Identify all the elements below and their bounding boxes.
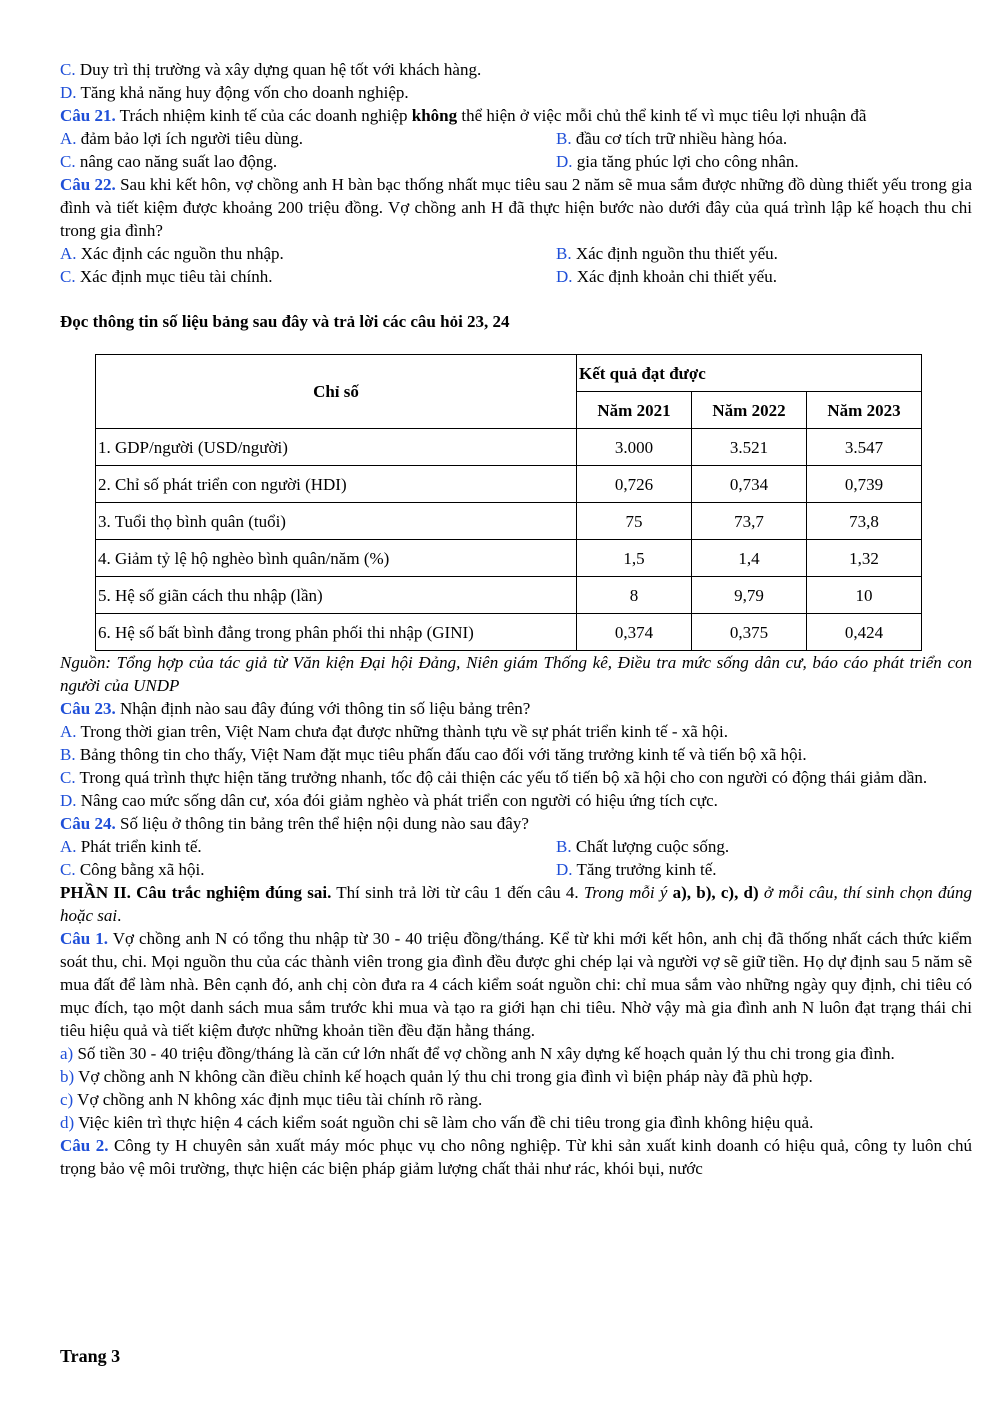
- table-intro: Đọc thông tin số liệu bảng sau đây và trả lời các câu hỏi 23, 24: [60, 312, 510, 331]
- header-year: Năm 2023: [807, 392, 922, 429]
- q23-option-a: A. Trong thời gian trên, Việt Nam chưa đạt được những thành tựu về sự phát triển kinh tế - xã hội.: [60, 722, 729, 741]
- p2q1-statement-a: a) Số tiền 30 - 40 triệu đồng/tháng là căn cứ lớn nhất để vợ chồng anh N xây dựng kế hoạch quản lý thu chi trong gia đình.: [60, 1044, 895, 1063]
- option-d: D. Tăng khả năng huy động vốn cho doanh nghiệp.: [60, 83, 409, 102]
- data-table: [95, 354, 922, 651]
- page-content: [60, 58, 972, 1180]
- question-21: Câu 21. Trách nhiệm kinh tế của các doanh nghiệp không thể hiện ở việc mỗi chủ thể kinh tế vì mục tiêu lợi nhuận đã: [60, 106, 867, 125]
- q22-options-row1: A. Xác định các nguồn thu nhập. B. Xác định nguồn thu thiết yếu.: [60, 244, 778, 263]
- table-row: 3. Tuổi thọ bình quân (tuổi) 75 73,7 73,8: [96, 503, 922, 540]
- header-result: Kết quả đạt được: [577, 355, 922, 392]
- table-row: 1. GDP/người (USD/người) 3.000 3.521 3.547: [96, 429, 922, 466]
- table-row: 2. Chỉ số phát triển con người (HDI) 0,726 0,734 0,739: [96, 466, 922, 503]
- q21-options-row1: A. đảm bảo lợi ích người tiêu dùng. B. đầu cơ tích trữ nhiều hàng hóa.: [60, 129, 788, 148]
- header-index: Chỉ số: [96, 355, 577, 429]
- table-row: 5. Hệ số giãn cách thu nhập (lần) 8 9,79 10: [96, 577, 922, 614]
- p2q1-statement-c: c) Vợ chồng anh N không xác định mục tiêu tài chính rõ ràng.: [60, 1090, 483, 1109]
- part-2-heading: PHẦN II. Câu trắc nghiệm đúng sai. Thí sinh trả lời từ câu 1 đến câu 4. Trong mỗi ý a), b), c), d) ở mỗi câu, thí sinh chọn đúng hoặc sai.: [60, 883, 973, 925]
- table-source: Nguồn: Tổng hợp của tác giả từ Văn kiện Đại hội Đảng, Niên giám Thống kê, Điều tra mức sống dân cư, báo cáo phát triển con người của UNDP: [60, 653, 972, 695]
- p2q1-statement-b: b) Vợ chồng anh N không cần điều chỉnh kế hoạch quản lý thu chi trong gia đình vì biện pháp này đã phù hợp.: [60, 1067, 813, 1086]
- q24-options-row2: C. Công bằng xã hội. D. Tăng trưởng kinh tế.: [60, 860, 717, 879]
- option-c: C. Duy trì thị trường và xây dựng quan hệ tốt với khách hàng.: [60, 60, 482, 79]
- q24-options-row1: A. Phát triển kinh tế. B. Chất lượng cuộc sống.: [60, 837, 730, 856]
- q23-option-d: D. Nâng cao mức sống dân cư, xóa đói giảm nghèo và phát triển con người có hiệu ứng tích cực.: [60, 791, 718, 810]
- table-row: 6. Hệ số bất bình đẳng trong phân phối thi nhập (GINI) 0,374 0,375 0,424: [96, 614, 922, 651]
- part2-question-2: Câu 2. Công ty H chuyên sản xuất máy móc phục vụ cho nông nghiệp. Từ khi sản xuất kinh doanh có hiệu quả, công ty luôn chú trọng bảo vệ môi trường, thực hiện các biện pháp giảm lượng chất thải như rác, khói bụi, nước: [60, 1136, 972, 1178]
- part2-question-1: Câu 1. Vợ chồng anh N có tổng thu nhập từ 30 - 40 triệu đồng/tháng. Kể từ khi mới kết hôn, anh chị đã thống nhất cách thức kiểm soát thu, chi. Mọi nguồn thu của các thành viên trong gia đình đều được ghi chép lại và người vợ sẽ giữ tiền. Họ dự định sau 5 năm sẽ mua đất để làm nhà. Bên cạnh đó, anh chị còn đưa ra 4 cách kiểm soát nguồn chi: chỉ mua sắm vào những ngày quy định, chi tiêu có mục đích, tạo một danh sách mua sắm trước khi mua và tạo ra giới hạn chi tiêu. Nhờ vậy mà gia đình anh N luôn đạt trạng thái chi tiêu hiệu quả và tiết kiệm được những khoản tiền đều đặn hằng tháng.: [60, 929, 972, 1040]
- page-number: Trang 3: [60, 1346, 121, 1366]
- p2q1-statement-d: d) Việc kiên trì thực hiện 4 cách kiểm soát nguồn chi sẽ làm cho vấn đề chi tiêu trong gia đình không hiệu quả.: [60, 1113, 814, 1132]
- header-year: Năm 2021: [577, 392, 692, 429]
- header-year: Năm 2022: [692, 392, 807, 429]
- q22-options-row2: C. Xác định mục tiêu tài chính. D. Xác định khoản chi thiết yếu.: [60, 267, 777, 286]
- question-23: Câu 23. Nhận định nào sau đây đúng với thông tin số liệu bảng trên?: [60, 699, 531, 718]
- q23-option-b: B. Bảng thông tin cho thấy, Việt Nam đặt mục tiêu phấn đấu cao đối với tăng trưởng kinh tế và tiến bộ xã hội.: [60, 745, 807, 764]
- table-row: 4. Giảm tỷ lệ hộ nghèo bình quân/năm (%) 1,5 1,4 1,32: [96, 540, 922, 577]
- question-24: Câu 24. Số liệu ở thông tin bảng trên thể hiện nội dung nào sau đây?: [60, 814, 529, 833]
- question-22: Câu 22. Sau khi kết hôn, vợ chồng anh H bàn bạc thống nhất mục tiêu sau 2 năm sẽ mua sắm được những đồ dùng thiết yếu trong gia đình và tiết kiệm được khoảng 200 triệu đồng. Vợ chồng anh H đã thực hiện bước nào dưới đây của quá trình lập kế hoạch thu chi trong gia đình?: [60, 175, 973, 240]
- q21-options-row2: C. nâng cao năng suất lao động. D. gia tăng phúc lợi cho công nhân.: [60, 152, 799, 171]
- q23-option-c: C. Trong quá trình thực hiện tăng trưởng nhanh, tốc độ cải thiện các yếu tố tiến bộ xã hội cho con người có động thái giảm dần.: [60, 768, 928, 787]
